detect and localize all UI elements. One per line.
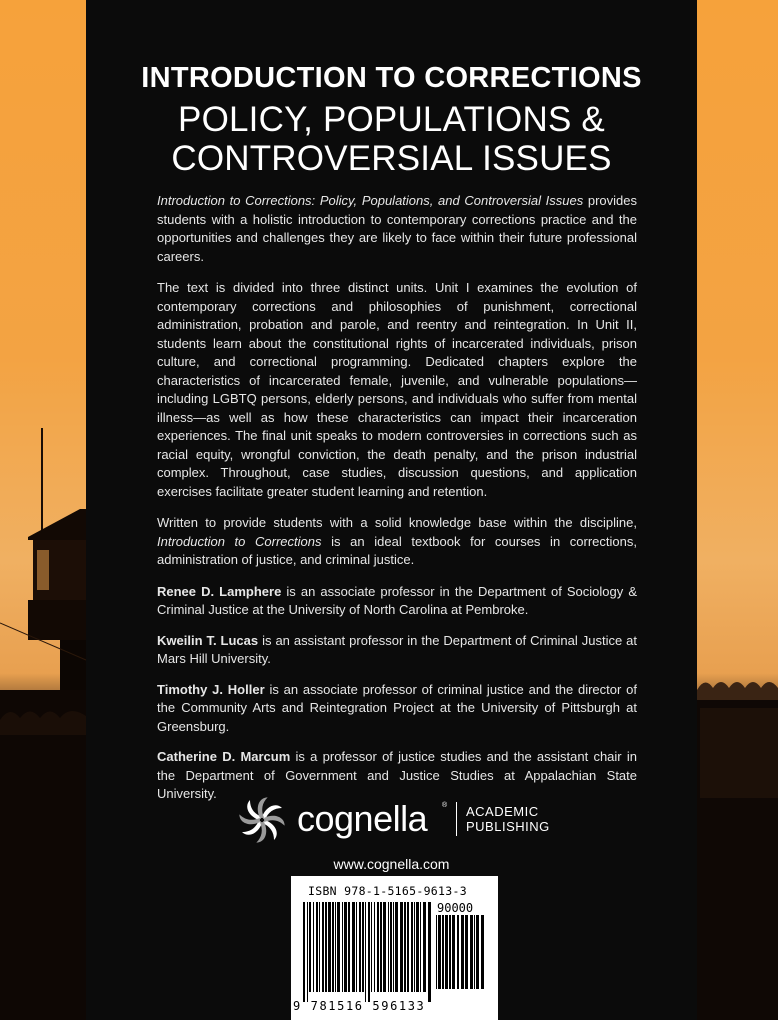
barcode-bar (359, 902, 361, 992)
barcode-bar (474, 915, 475, 989)
barcode-bar (309, 902, 311, 992)
subtitle-line-1: POLICY, POPULATIONS & (178, 100, 605, 139)
barcode-bar (319, 902, 320, 992)
barcode-bar (365, 902, 366, 1002)
description-paragraph-2: The text is divided into three distinct units. Unit I examines the evolution of contemporary corrections and philosophies of punishment, correctional administration, probation and parole, and reentry and reintegration. In Unit II, students learn about the constitutional rights of incarcerated individuals, prison culture, and correctional programming. Dedicated chapters explore the characteristics of incarcerated female, juvenile, and vulnerable populations—including LGBTQ persons, elderly persons, and individuals who suffer from mental illness—as well as how these characteristics can impact their incarceration experiences. The final unit speaks to modern controversies in corrections such as racial equity, wrongful conviction, the death penalty, and the prison industrial complex. Throughout, case studies, discussion questions, and application exercises facilitate greater student learning and retention. (157, 280, 637, 499)
barcode-bar (481, 915, 484, 989)
ean-digits: 9 781516 596133 (293, 999, 426, 1013)
book-subtitle (86, 100, 697, 178)
author-bio-text: is an associate professor in the Department of Sociology & Criminal Justice at the University of North Carolina at Pembroke. (157, 583, 638, 617)
author-bio (157, 632, 637, 669)
barcode-bar (423, 902, 426, 992)
barcode-bar (465, 915, 468, 989)
barcode-bar (404, 902, 406, 992)
barcode-bar (445, 915, 448, 989)
barcode-bar (414, 902, 415, 992)
barcode-bar (377, 902, 379, 992)
barcode-bar (322, 902, 324, 992)
barcode-bar (388, 902, 389, 992)
wall-left (0, 690, 86, 1020)
barcode-bar (374, 902, 375, 992)
barcode-bar (371, 902, 372, 992)
barcode-bar (335, 902, 336, 992)
book-title: INTRODUCTION TO CORRECTIONS (141, 62, 642, 94)
price-code: 90000 (437, 901, 474, 915)
barcode-bar (416, 902, 419, 992)
description-paragraph-3 (157, 514, 637, 570)
barcode-bar (337, 902, 340, 992)
barcode-bar (400, 902, 403, 992)
barcode-bar (390, 902, 392, 992)
barcode-bar (342, 902, 343, 992)
tower-window (37, 550, 49, 590)
barcode-bar (407, 902, 409, 992)
publisher-tagline (466, 804, 550, 834)
barcode-bar (362, 902, 364, 992)
publisher-url: www.cognella.com (333, 856, 450, 872)
barcode-bar (313, 902, 314, 992)
ean-bars (303, 902, 431, 1002)
barcode-bar (325, 902, 327, 992)
publisher-name: cognella (297, 798, 428, 839)
barcode-bar (303, 902, 305, 1002)
barcode-bar (356, 902, 357, 992)
barcode-bar (383, 902, 386, 992)
barcode-bar (348, 902, 350, 992)
barcode-bar (352, 902, 355, 992)
description-paragraph-1 (157, 192, 637, 266)
barcode-bar (395, 902, 398, 992)
description-block (157, 192, 637, 816)
barcode-bar (316, 902, 318, 992)
tower-roof (28, 509, 86, 540)
addon-bars (436, 915, 486, 1001)
author-bio-text: is an assistant professor in the Department of Criminal Justice at Mars Hill University. (157, 632, 637, 666)
paragraph-text: provides students with a holistic introduction to contemporary corrections practice and the opportunities and challenges they are likely to face within their future professional careers. (157, 193, 638, 264)
author-name: Kweilin T. Lucas (157, 632, 259, 648)
barcode-bar (332, 902, 334, 992)
author-bio (157, 583, 637, 620)
author-name: Renee D. Lamphere (157, 583, 282, 599)
tower-deck (28, 600, 86, 640)
author-bio-text: is a professor of justice studies and the assistant chair in the Department of Government and Justice Studies at Appalachian State University. (157, 749, 637, 801)
barcode-bar (307, 902, 308, 1002)
title-italic: Introduction to Corrections (157, 533, 322, 549)
title-italic: Introduction to Corrections: Policy, Populations, and Controversial Issues (157, 193, 584, 208)
publisher-logo (234, 792, 564, 848)
barcode-bar (393, 902, 394, 992)
logo-divider (456, 802, 457, 836)
barcode-bar (442, 915, 444, 989)
barcode-bar (411, 902, 413, 992)
barcode-bar (328, 902, 331, 992)
author-bio-text: is an associate professor of criminal justice and the director of the Community Arts and Reintegration Project at the University of Pittsburgh at Greensburg. (157, 681, 637, 734)
tagline-line-2: PUBLISHING (466, 819, 550, 834)
subtitle-line-2: CONTROVERSIAL ISSUES (171, 139, 612, 178)
registered-mark: ® (442, 802, 448, 809)
barcode-bar (344, 902, 347, 992)
paragraph-text: is an ideal textbook for courses in corrections, administration of justice, and criminal justice. (157, 533, 637, 567)
barcode-bar (380, 902, 382, 992)
barcode-bar (428, 902, 431, 1002)
barcode-bar (452, 915, 455, 989)
building-right (700, 708, 778, 798)
barcode-bar (368, 902, 370, 1002)
barcode-bar (438, 915, 441, 989)
barcode-bar (457, 915, 459, 989)
isbn-label: ISBN 978-1-5165-9613-3 (308, 884, 467, 898)
barcode-bar (449, 915, 451, 989)
barcode-bar (476, 915, 479, 989)
author-bio (157, 681, 637, 737)
author-name: Catherine D. Marcum (157, 749, 291, 764)
razor-wire-right (697, 682, 778, 700)
barcode-bar (470, 915, 473, 989)
barcode-bar (436, 915, 437, 989)
barcode-bar (420, 902, 421, 992)
tagline-line-1: ACADEMIC (466, 804, 539, 819)
barcode-bar (461, 915, 464, 989)
author-name: Timothy J. Holler (157, 681, 265, 697)
isbn-barcode (291, 876, 498, 1020)
pinwheel-icon (234, 792, 290, 848)
paragraph-text: Written to provide students with a solid knowledge base within the discipline, (157, 515, 637, 530)
